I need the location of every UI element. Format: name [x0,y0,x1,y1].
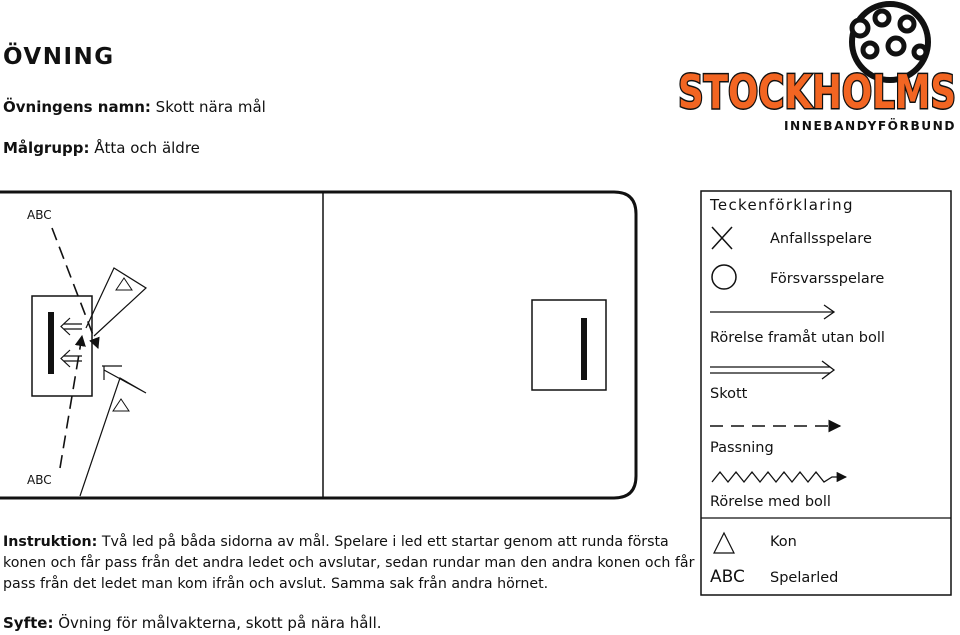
cone-icon [714,533,734,553]
legend-line-symbol: ABC [710,567,745,587]
goal-crease-right [532,300,606,390]
instruction-text: Två led på båda sidorna av mål. Spelare i led ett startar genom att runda första konen och får pass från det andra ledet och avslutar, sedan rundar man den andra konen och får pass från det ledet man kom ifrån och avslut. Samma sak från andra hörnet. [3,534,695,592]
legend-defender-label: Försvarsspelare [770,271,885,287]
player-line-bottom: ABC [27,473,52,487]
movement-path-top [86,268,146,336]
instruction-label: Instruktion: [3,534,98,550]
legend [700,188,955,598]
legend-cone-label: Kon [770,534,797,550]
legend-attacker-label: Anfallsspelare [770,231,872,247]
player-line-top: ABC [27,208,52,222]
exercise-name-value: Skott nära mål [155,98,266,116]
double-arrow-icon [710,361,834,379]
zigzag-arrow-icon [712,472,846,482]
legend-title: Teckenförklaring [710,196,854,214]
page-title: ÖVNING [3,44,115,70]
logo-wordmark: STOCKHOLMS [678,65,956,119]
pass-line-top [52,228,98,348]
cone-icon [113,399,129,411]
target-group-label: Målgrupp: [3,139,90,157]
goal-left [48,312,54,374]
exercise-name [3,98,266,116]
target-group-value: Åtta och äldre [94,139,200,157]
cross-icon [712,227,732,249]
rink-diagram [0,188,645,508]
purpose-label: Syfte: [3,614,54,632]
circle-icon [712,265,736,289]
instruction [3,532,703,595]
movement-path-bottom [80,370,146,496]
shot-arrow-icon [61,318,82,335]
purpose-text: Övning för målvakterna, skott på nära håll. [58,614,382,632]
logo-subline: INNEBANDYFÖRBUND [784,119,954,133]
legend-line-label: Spelarled [770,570,839,586]
target-group [3,139,200,157]
cone-icon [116,278,132,290]
legend-run-label: Rörelse framåt utan boll [710,330,885,346]
goal-right [581,318,587,380]
exercise-name-label: Övningens namn: [3,98,151,116]
legend-pass-label: Passning [710,440,774,456]
purpose [3,614,382,632]
legend-shot-label: Skott [710,386,748,402]
logo [670,0,960,140]
arrow-icon [710,305,834,319]
legend-dribble-label: Rörelse med boll [710,494,831,510]
